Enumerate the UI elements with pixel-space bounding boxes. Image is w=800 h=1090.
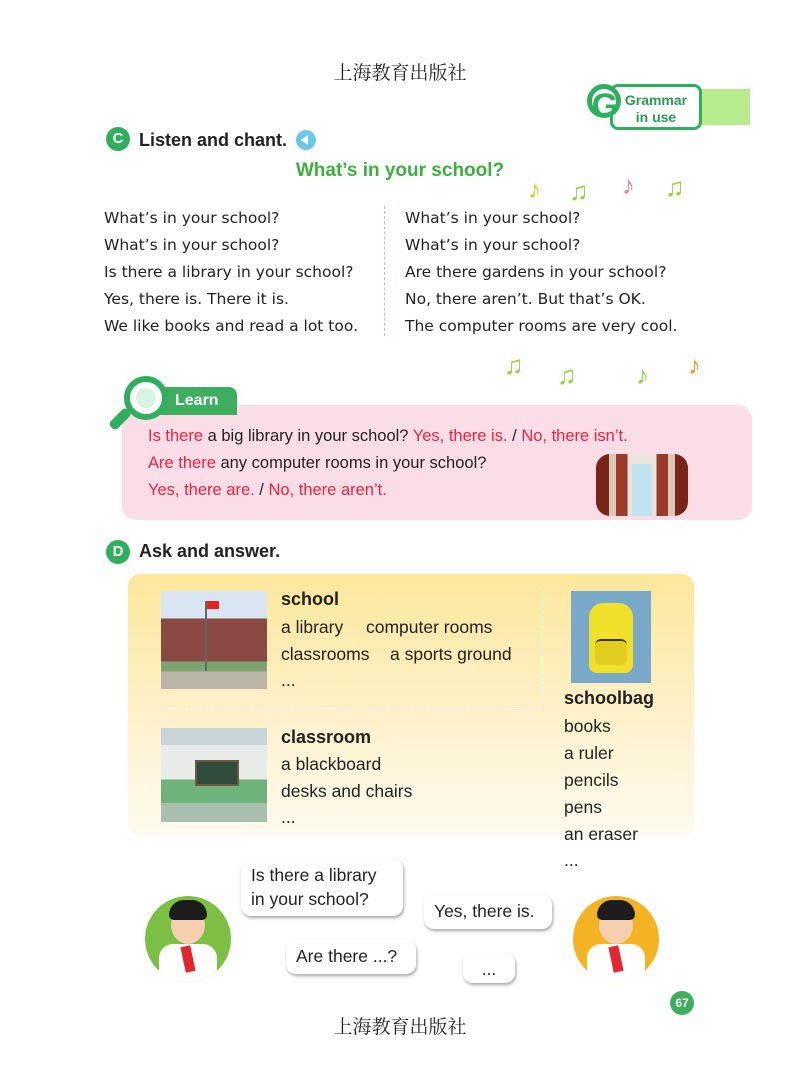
chant-line: No, there aren’t. But that’s OK.: [405, 290, 646, 308]
chant-line: We like books and read a lot too.: [104, 317, 359, 335]
learn-answer-no: No, there isn’t.: [521, 427, 628, 445]
learn-line-1: [148, 427, 628, 446]
learn-answer-separator: /: [507, 427, 522, 445]
vocab-item: classrooms: [281, 644, 370, 664]
vocab-item: a sports ground: [390, 644, 512, 664]
learn-question-keyword: Is there: [148, 427, 204, 445]
chant-right-column: [405, 207, 677, 342]
learn-line-2: [148, 454, 486, 473]
learn-answer-separator: /: [254, 481, 269, 499]
vocab-item: a blackboard: [281, 754, 382, 774]
learn-line-3: [148, 481, 387, 500]
school-photo: [161, 591, 267, 689]
classroom-heading: classroom: [281, 727, 372, 747]
speaker-icon[interactable]: [296, 130, 316, 150]
page-number: 67: [670, 991, 694, 1015]
section-d-marker: D: [106, 540, 130, 564]
girl-avatar: [573, 896, 659, 982]
vocab-item: pens: [564, 797, 602, 817]
boy-hair: [169, 900, 207, 920]
music-note-icon: ♪: [622, 170, 635, 200]
vocab-more: ...: [281, 670, 296, 690]
music-note-icon: ♪: [688, 350, 701, 380]
schoolbag-photo: [571, 591, 651, 683]
schoolbag-heading: schoolbag: [564, 688, 655, 708]
badge-label-line2: in use: [635, 109, 677, 125]
vocab-more: ...: [564, 850, 579, 870]
learn-question-text: any computer rooms in your school?: [215, 454, 487, 472]
music-note-icon: ♪: [636, 360, 649, 390]
learn-answer-yes: Yes, there is.: [412, 427, 508, 445]
music-note-icon: ♫: [557, 360, 577, 390]
girl-hair: [597, 900, 635, 920]
section-d-title: Ask and answer.: [139, 541, 281, 561]
learn-tab: Learn: [157, 387, 237, 415]
learn-question-keyword: Are there: [148, 454, 216, 472]
section-c-marker: C: [106, 127, 130, 151]
speech-bubble-answer: ...: [463, 953, 515, 983]
learn-answer-no: No, there aren’t.: [268, 481, 387, 499]
chant-line: What’s in your school?: [405, 209, 581, 227]
badge-letter-text: G: [591, 87, 619, 125]
library-photo: [596, 454, 688, 516]
chant-line: What’s in your school?: [104, 209, 280, 227]
bubble-line: Is there a library: [251, 865, 377, 885]
badge-label-line1: Grammar: [624, 92, 688, 108]
chant-line: Is there a library in your school?: [104, 263, 354, 281]
speech-bubble-question: Are there ...?: [286, 940, 416, 974]
bubble-line: in your school?: [251, 889, 369, 909]
chant-line: The computer rooms are very cool.: [405, 317, 678, 335]
music-note-icon: ♫: [504, 350, 524, 380]
speech-bubble-question: [241, 859, 403, 916]
boy-avatar: [145, 896, 231, 982]
music-note-icon: ♫: [665, 172, 685, 202]
learn-question-text: a big library in your school?: [203, 427, 413, 445]
speech-bubble-answer: Yes, there is.: [424, 895, 552, 929]
vocab-item: desks and chairs: [281, 781, 413, 801]
vocab-item: computer rooms: [366, 617, 493, 637]
panel-divider: [160, 708, 540, 709]
chant-line: Are there gardens in your school?: [405, 263, 667, 281]
publisher-header: 上海教育出版社: [333, 62, 467, 84]
vocab-item: pencils: [564, 770, 619, 790]
panel-divider: [542, 590, 543, 695]
chant-title: What’s in your school?: [295, 160, 505, 181]
music-note-icon: ♪: [528, 174, 541, 204]
magnifier-icon: [124, 376, 168, 420]
vocab-item: books: [564, 716, 611, 736]
classroom-photo: [161, 728, 267, 822]
chant-left-column: [104, 207, 358, 342]
school-heading: school: [281, 589, 340, 609]
chant-line: Yes, there is. There it is.: [104, 290, 289, 308]
chant-divider: [384, 206, 385, 336]
music-note-icon: ♫: [569, 176, 589, 206]
vocab-item: an eraser: [564, 824, 638, 844]
chant-line: What’s in your school?: [405, 236, 581, 254]
publisher-footer: 上海教育出版社: [333, 1016, 467, 1038]
learn-answer-yes: Yes, there are.: [148, 481, 255, 499]
vocab-item: a library: [281, 617, 344, 637]
section-c-title: Listen and chant.: [139, 130, 288, 150]
vocab-more: ...: [281, 807, 296, 827]
chant-line: What’s in your school?: [104, 236, 280, 254]
vocab-item: a ruler: [564, 743, 614, 763]
